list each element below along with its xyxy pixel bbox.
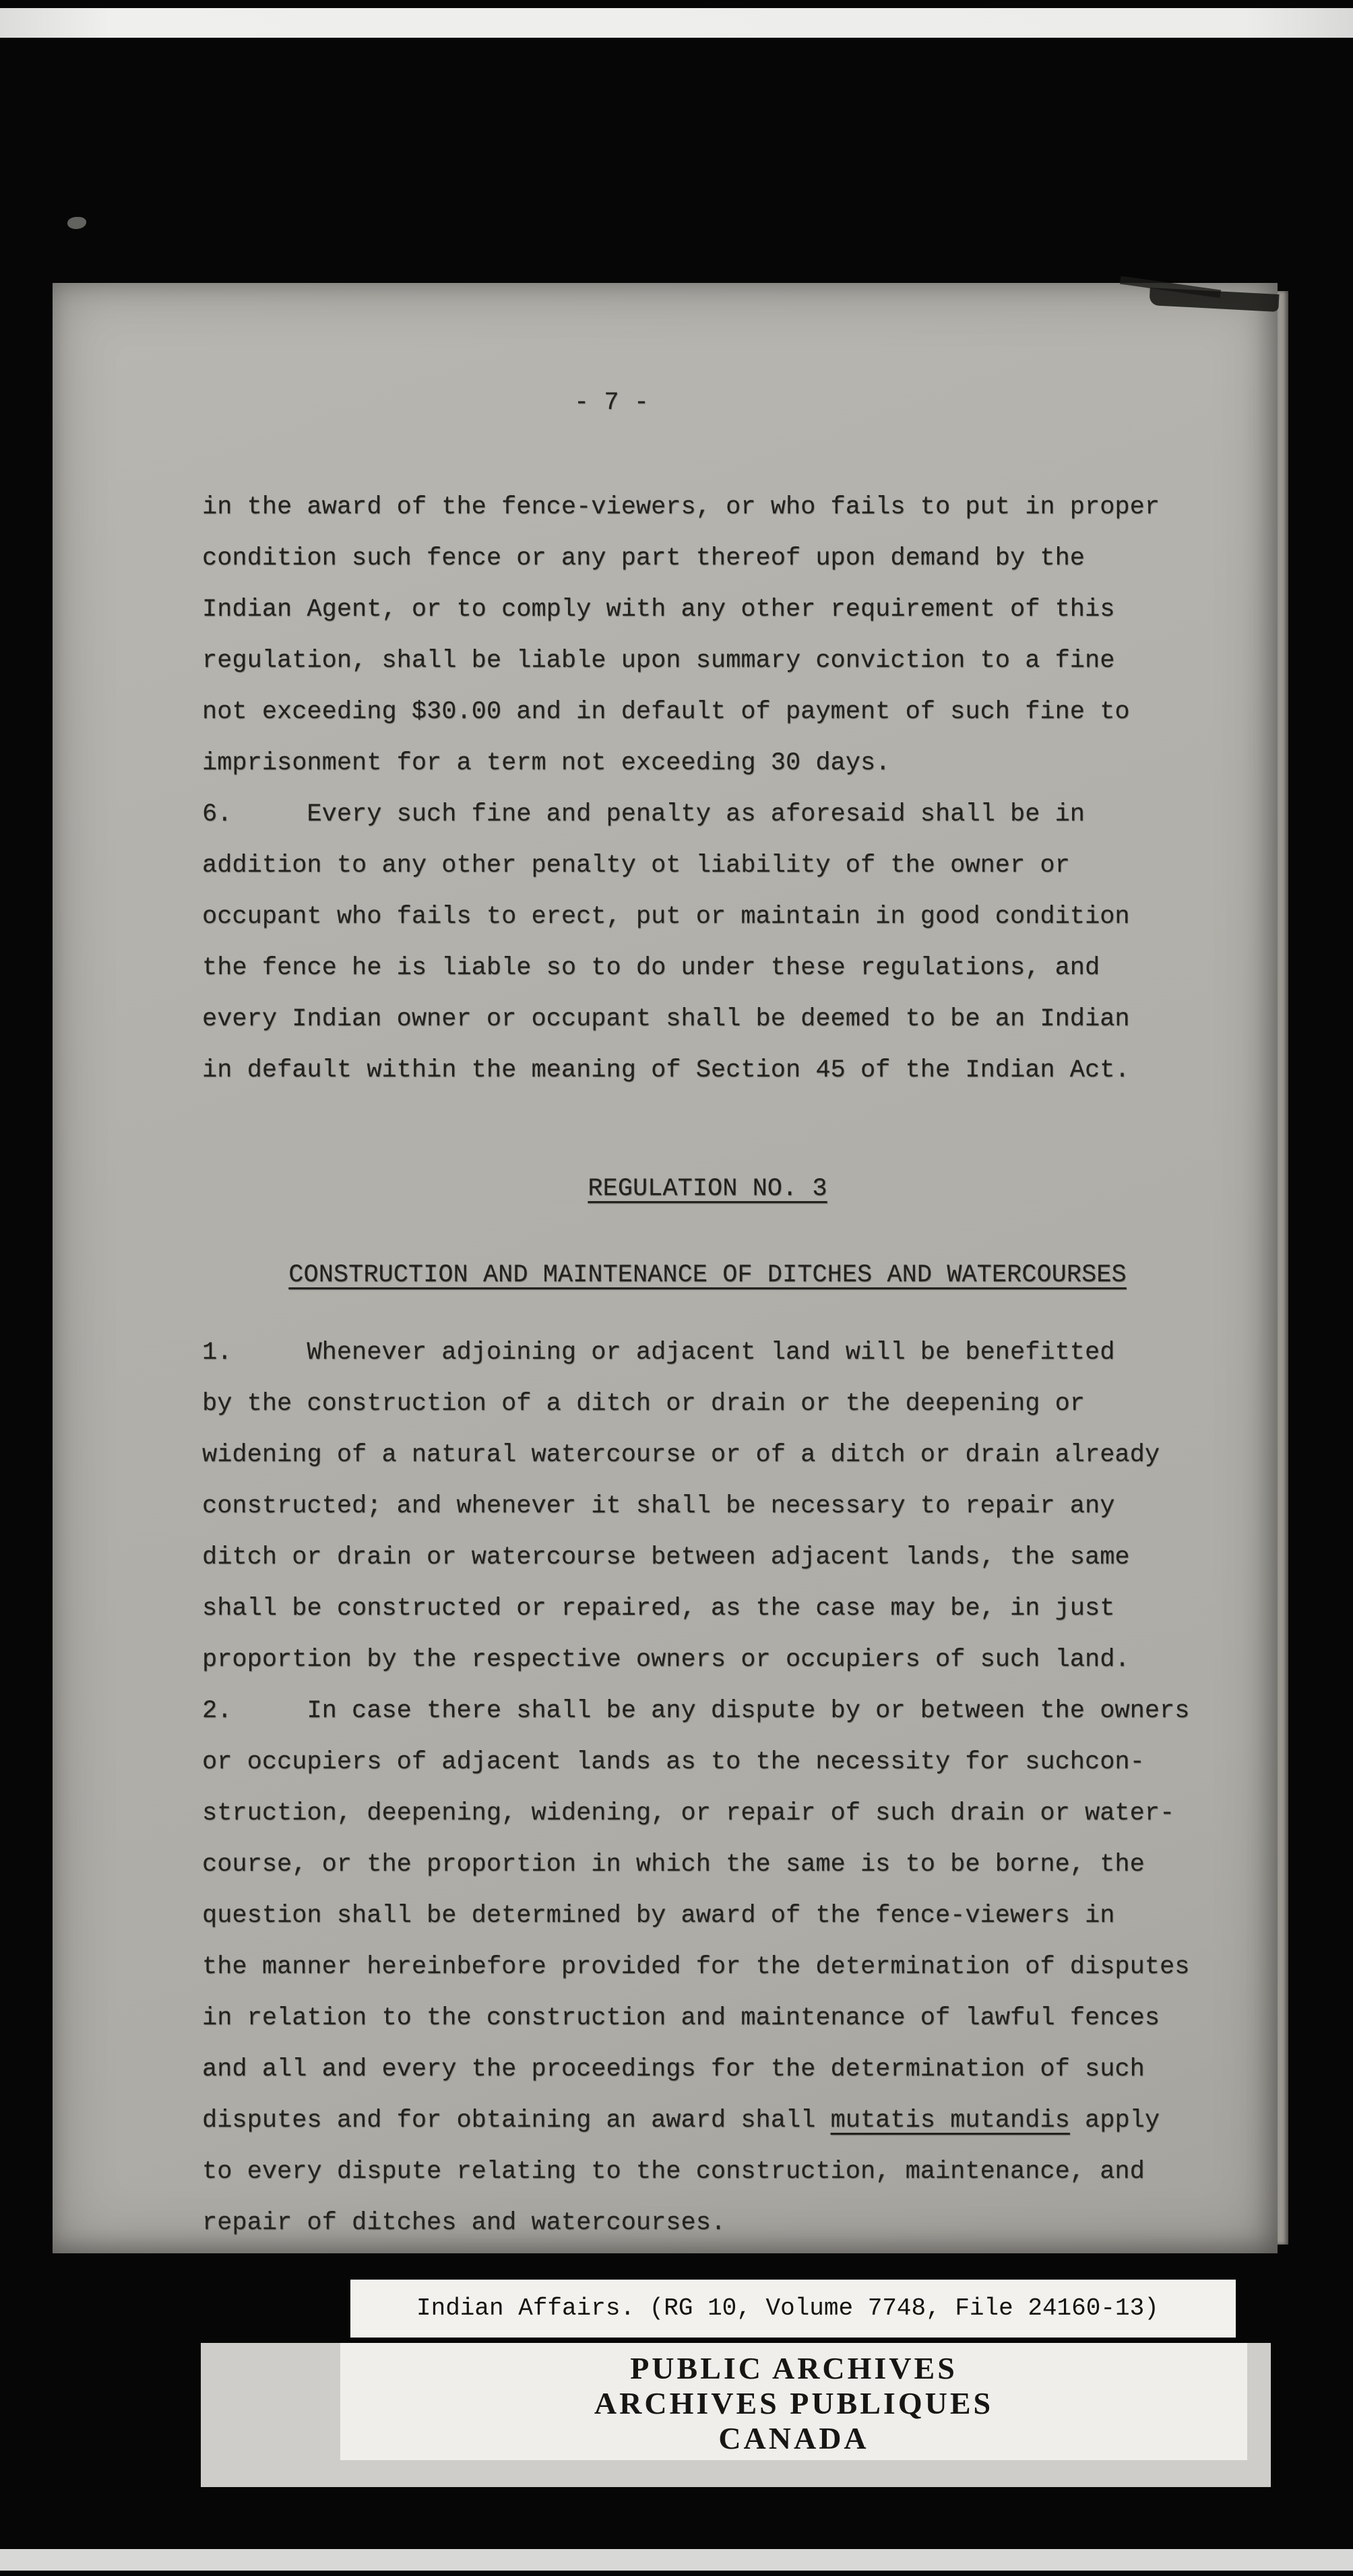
mutatis-line-post: apply (1069, 2106, 1160, 2135)
film-strip-top (0, 8, 1353, 38)
paragraph-regulation3-clause-2-part2 (202, 2146, 1226, 2249)
paragraph-clause-6 (202, 789, 1226, 1096)
text-line: 6. Every such fine and penalty as aforesaid shall be in (202, 800, 1085, 829)
public-archives-stamp (340, 2343, 1247, 2460)
page-content (202, 377, 1226, 2249)
text-line: the fence he is liable so to do under these regulations, and (202, 954, 1100, 982)
stamp-line-archives-publiques: ARCHIVES PUBLIQUES (594, 2386, 994, 2420)
paragraph-regulation3-clause-2-part1 (202, 1685, 1226, 2095)
text-line: every Indian owner or occupant shall be deemed to be an Indian (202, 1005, 1130, 1033)
text-line: course, or the proportion in which the same is to be borne, the (202, 1850, 1145, 1879)
text-line: widening of a natural watercourse or of a ditch or drain already (202, 1441, 1160, 1469)
text-line: occupant who fails to erect, put or maintain in good condition (202, 903, 1130, 931)
heading-construction-maintenance (202, 1250, 1213, 1301)
stamp-line-public-archives: PUBLIC ARCHIVES (630, 2351, 957, 2385)
text-line: by the construction of a ditch or drain or the deepening or (202, 1390, 1085, 1418)
heading-construction-text: CONSTRUCTION AND MAINTENANCE OF DITCHES AND WATERCOURSES (288, 1261, 1127, 1289)
text-line: addition to any other penalty ot liability of the owner or (202, 851, 1070, 880)
text-line: not exceeding $30.00 and in default of payment of such fine to (202, 698, 1130, 726)
film-strip-bottom (0, 2549, 1353, 2571)
mutatis-line-pre: disputes and for obtaining an award shall (202, 2106, 831, 2135)
second-sheet-edge (1278, 291, 1288, 2245)
scan-artifact (67, 217, 86, 229)
text-line: question shall be determined by award of the fence-viewers in (202, 1902, 1115, 1930)
document-page (53, 283, 1278, 2253)
text-line: shall be constructed or repaired, as the case may be, in just (202, 1595, 1115, 1623)
heading-regulation-text: REGULATION NO. 3 (588, 1175, 827, 1203)
heading-regulation-no-3 (202, 1163, 1213, 1215)
text-line: condition such fence or any part thereof upon demand by the (202, 544, 1085, 573)
text-line: regulation, shall be liable upon summary conviction to a fine (202, 647, 1115, 675)
text-line: proportion by the respective owners or occupiers of such land. (202, 1646, 1130, 1674)
text-line: in the award of the fence-viewers, or who fails to put in proper (202, 493, 1160, 521)
paragraph-regulation3-clause-1 (202, 1327, 1226, 1685)
text-line: Indian Agent, or to comply with any other requirement of this (202, 595, 1115, 624)
text-line: or occupiers of adjacent lands as to the necessity for suchcon- (202, 1748, 1145, 1776)
paragraph-fence-regulation-continuation (202, 482, 1226, 789)
text-line: in default within the meaning of Section 45 of the Indian Act. (202, 1056, 1130, 1085)
text-line: 1. Whenever adjoining or adjacent land will be benefitted (202, 1339, 1115, 1367)
text-line: repair of ditches and watercourses. (202, 2209, 726, 2237)
archive-file-label (350, 2280, 1236, 2338)
text-line: and all and every the proceedings for the determination of such (202, 2055, 1145, 2084)
stamp-line-canada: CANADA (718, 2421, 869, 2455)
text-line: to every dispute relating to the construction, maintenance, and (202, 2158, 1145, 2186)
text-line: constructed; and whenever it shall be necessary to repair any (202, 1492, 1115, 1520)
text-line: imprisonment for a term not exceeding 30 days. (202, 749, 891, 777)
text-line: in relation to the construction and maintenance of lawful fences (202, 2004, 1160, 2032)
text-line: struction, deepening, widening, or repair of such drain or water- (202, 1799, 1175, 1828)
mutatis-mutandis-underlined: mutatis mutandis (830, 2106, 1070, 2135)
page-number: - 7 - (574, 389, 650, 417)
text-line: the manner hereinbefore provided for the determination of disputes (202, 1953, 1190, 1981)
line-mutatis-mutandis (202, 2095, 1226, 2146)
archive-file-label-text: Indian Affairs. (RG 10, Volume 7748, File 24160-13) (416, 2294, 1159, 2322)
text-line: ditch or drain or watercourse between adjacent lands, the same (202, 1543, 1130, 1572)
text-line: 2. In case there shall be any dispute by or between the owners (202, 1697, 1190, 1725)
